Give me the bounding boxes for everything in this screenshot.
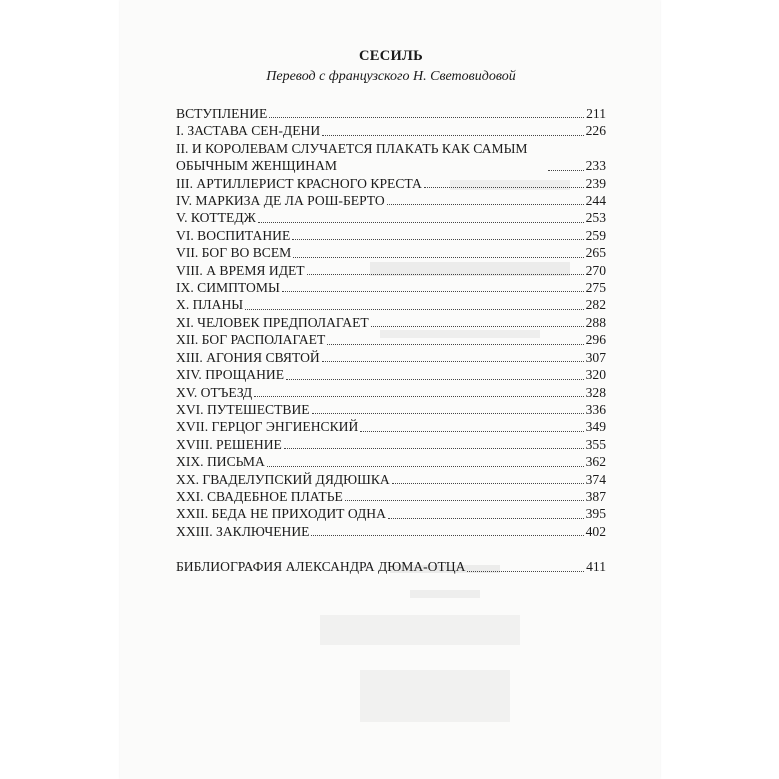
toc-entry-page: 411: [586, 559, 606, 575]
toc-entry: [176, 401, 606, 418]
dot-leader: [245, 309, 583, 310]
toc-entry: [176, 331, 606, 348]
dot-leader: [311, 535, 583, 536]
dot-leader: [327, 344, 583, 345]
toc-entry-label: VI. ВОСПИТАНИЕ: [176, 227, 291, 243]
toc-entry: [176, 488, 606, 505]
toc-entry: [176, 140, 606, 175]
toc-entry: [176, 505, 606, 522]
toc-entry-label: XVII. ГЕРЦОГ ЭНГИЕНСКИЙ: [176, 419, 359, 435]
toc-entry-label: XV. ОТЪЕЗД: [176, 384, 253, 400]
dot-leader: [312, 413, 584, 414]
toc-entry-page: 374: [585, 471, 606, 487]
toc-entry-page: 233: [585, 158, 606, 174]
toc-entry: [176, 296, 606, 313]
dot-leader: [387, 204, 584, 205]
section-title: СЕСИЛЬ: [358, 48, 424, 64]
toc-entry-label: XIV. ПРОЩАНИЕ: [176, 367, 285, 383]
toc-entry: [176, 384, 606, 401]
toc-entry: [176, 436, 606, 453]
toc-entry-page: 270: [585, 262, 606, 278]
translator-subtitle: Перевод с французского Н. Световидовой: [266, 69, 516, 84]
toc-entry-label: XXIII. ЗАКЛЮЧЕНИЕ: [176, 523, 310, 539]
toc-entry-label: X. ПЛАНЫ: [176, 297, 244, 313]
dot-leader: [548, 170, 584, 171]
toc-entry-bibliography: [176, 558, 606, 575]
toc-entry-page: 226: [585, 123, 606, 139]
toc-entry-page: 282: [585, 297, 606, 313]
toc-entry-label: I. ЗАСТАВА СЕН-ДЕНИ: [176, 123, 321, 139]
toc-entry-page: 275: [585, 280, 606, 296]
toc-entry: [176, 366, 606, 383]
toc-entry: [176, 244, 606, 261]
toc-entry-page: 239: [585, 175, 606, 191]
toc-entry-label: XXII. БЕДА НЕ ПРИХОДИТ ОДНА: [176, 506, 386, 522]
dot-leader: [307, 274, 584, 275]
toc-entry: [176, 262, 606, 279]
toc-entry-label: II. И КОРОЛЕВАМ СЛУЧАЕТСЯ ПЛАКАТЬ КАК САМЫМ ОБЫЧНЫМ ЖЕНЩИНАМ: [176, 140, 528, 174]
toc-entry: [176, 175, 606, 192]
toc-entry-label: VIII. А ВРЕМЯ ИДЕТ: [176, 262, 305, 278]
dot-leader: [282, 291, 584, 292]
dot-leader: [424, 187, 584, 188]
toc-entry: [176, 349, 606, 366]
dot-leader: [267, 466, 584, 467]
toc-entry-page: 395: [585, 506, 606, 522]
book-page: [120, 0, 660, 779]
toc-entry: [176, 453, 606, 470]
dot-leader: [269, 117, 584, 118]
toc-entry-page: 288: [585, 314, 606, 330]
toc-entry-page: 402: [585, 523, 606, 539]
toc-entry-label: V. КОТТЕДЖ: [176, 210, 256, 226]
toc-entry-label: VII. БОГ ВО ВСЕМ: [176, 245, 292, 261]
toc-entry-label: IX. СИМПТОМЫ: [176, 280, 280, 296]
toc-entry-label: XVI. ПУТЕШЕСТВИЕ: [176, 401, 310, 417]
toc-entry-page: 336: [585, 401, 606, 417]
dot-leader: [392, 483, 584, 484]
dot-leader: [322, 135, 583, 136]
toc-entry: [176, 418, 606, 435]
dot-leader: [371, 326, 584, 327]
toc-entry-label: ВСТУПЛЕНИЕ: [176, 106, 268, 121]
dot-leader: [293, 257, 583, 258]
toc-entry-label: XIII. АГОНИЯ СВЯТОЙ: [176, 349, 320, 365]
toc-entry: [176, 471, 606, 488]
toc-entry-page: 349: [585, 419, 606, 435]
dot-leader: [254, 396, 583, 397]
toc-entry-label: XIX. ПИСЬМА: [176, 454, 265, 470]
toc-entry: [176, 523, 606, 540]
toc-entry-page: 211: [586, 106, 606, 121]
dot-leader: [360, 431, 583, 432]
dot-leader: [286, 379, 584, 380]
toc-entry-page: 328: [585, 384, 606, 400]
dot-leader: [388, 518, 584, 519]
toc-entry: [176, 122, 606, 139]
toc-entry-page: 253: [585, 210, 606, 226]
toc-entry-label: XII. БОГ РАСПОЛАГАЕТ: [176, 332, 326, 348]
toc-entry: [176, 279, 606, 296]
toc-entry-page: 362: [585, 454, 606, 470]
toc-entry-label: XI. ЧЕЛОВЕК ПРЕДПОЛАГАЕТ: [176, 314, 369, 330]
toc-entry-page: 387: [585, 488, 606, 504]
dot-leader: [345, 500, 584, 501]
toc-entry: [176, 227, 606, 244]
toc-entry: [176, 314, 606, 331]
toc-entry-page: 265: [585, 245, 606, 261]
toc-entry-page: 259: [585, 227, 606, 243]
toc-list: [176, 105, 606, 540]
toc-entry-label: БИБЛИОГРАФИЯ АЛЕКСАНДРА ДЮМА-ОТЦА: [176, 559, 466, 575]
toc-entry-page: 296: [585, 332, 606, 348]
toc-entry: [176, 192, 606, 209]
toc-entry-label: XXI. СВАДЕБНОЕ ПЛАТЬЕ: [176, 488, 343, 504]
dot-leader: [292, 239, 583, 240]
toc-entry-label: XVIII. РЕШЕНИЕ: [176, 436, 282, 452]
table-of-contents: [176, 48, 606, 576]
toc-entry-page: 355: [585, 436, 606, 452]
toc-entry-page: 307: [585, 349, 606, 365]
toc-entry-page: 244: [585, 193, 606, 209]
toc-entry-label: XX. ГВАДЕЛУПСКИЙ ДЯДЮШКА: [176, 471, 390, 487]
toc-entry: [176, 209, 606, 226]
dot-leader: [284, 448, 584, 449]
toc-entry: [176, 105, 606, 122]
dot-leader: [258, 222, 584, 223]
toc-entry-label: IV. МАРКИЗА ДЕ ЛА РОШ-БЕРТО: [176, 193, 385, 209]
dot-leader: [467, 571, 584, 572]
dot-leader: [322, 361, 584, 362]
toc-entry-page: 320: [585, 367, 606, 383]
toc-entry-label: III. АРТИЛЛЕРИСТ КРАСНОГО КРЕСТА: [176, 175, 422, 191]
